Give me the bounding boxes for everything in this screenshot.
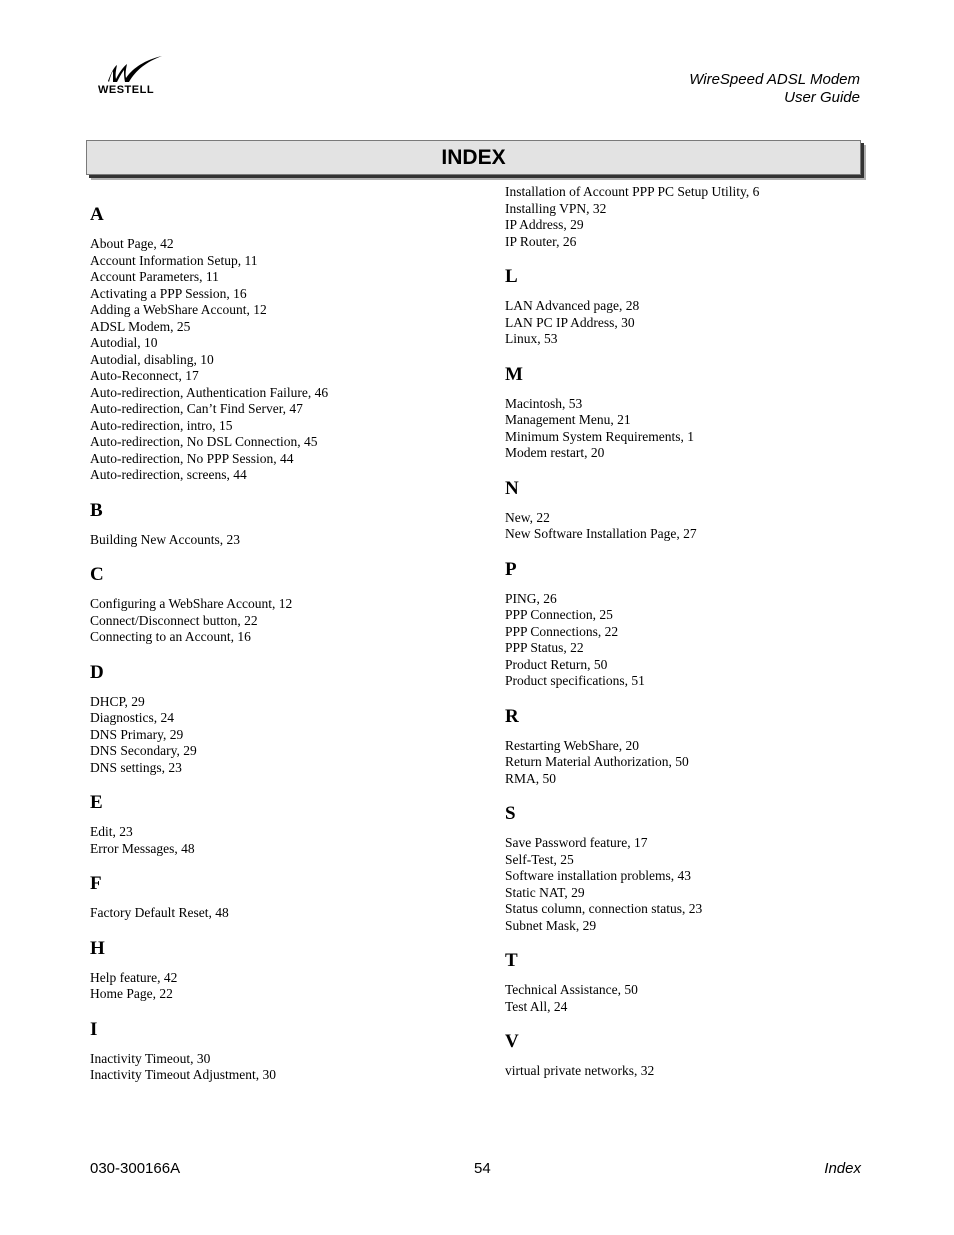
index-letter-heading: I [90,1018,98,1040]
index-entry-list [90,824,470,857]
index-entry-list [505,298,885,348]
index-entry: Macintosh, 53 [505,395,583,411]
index-entry: RMA, 50 [505,770,557,786]
index-entry: Software installation problems, 43 [505,868,691,883]
westell-logo [96,55,168,100]
page-number: 54 [474,1160,491,1177]
index-entry: Auto-redirection, Can’t Find Server, 47 [90,401,303,416]
index-entry: Inactivity Timeout Adjustment, 30 [90,1067,277,1082]
index-entry: Connect/Disconnect button, 22 [90,612,258,628]
index-entry: Restarting WebShare, 20 [505,737,640,753]
index-group-v [505,1029,885,1080]
index-entry: Modem restart, 20 [505,445,605,460]
index-entry: Minimum System Requirements, 1 [505,428,694,444]
index-entry: Configuring a WebShare Account, 12 [90,596,293,611]
index-entry: LAN Advanced page, 28 [505,298,640,313]
index-entry: Save Password feature, 17 [505,835,648,850]
index-entry: IP Router, 26 [505,233,577,249]
index-entry: Adding a WebShare Account, 12 [90,302,267,317]
index-letter-heading: R [505,705,519,727]
index-group-i [90,1017,470,1084]
index-entry: Auto-Reconnect, 17 [90,368,199,383]
index-entry: Connecting to an Account, 16 [90,629,251,644]
section-name: Index [824,1160,861,1177]
index-right-groups [505,264,885,1080]
product-name: WireSpeed ADSL Modem [689,71,860,88]
logo-wordmark: WESTELL [98,84,155,96]
index-entry: Installing VPN, 32 [505,200,607,216]
index-entry: Auto-redirection, screens, 44 [90,467,247,482]
index-entry-list [90,532,470,549]
index-group-r [505,704,885,788]
index-entry-list [505,396,885,462]
index-entry-list [505,591,885,690]
index-entry-list [505,738,885,788]
index-entry-list [90,694,470,777]
index-entry: ADSL Modem, 25 [90,318,191,334]
index-entry: Error Messages, 48 [90,840,195,856]
index-entry-list [505,835,885,934]
index-entry: IP Address, 29 [505,217,584,232]
index-entry: Test All, 24 [505,998,568,1014]
index-entry: PPP Status, 22 [505,640,584,655]
index-group-a [90,202,470,484]
index-letter-heading: F [90,873,102,894]
index-entry: PING, 26 [505,590,557,606]
index-entry-list [90,596,470,646]
index-letter-heading: M [505,363,523,385]
index-group-s [505,801,885,934]
index-entry: DNS Secondary, 29 [90,743,197,758]
index-group-c [90,562,470,646]
index-letter-heading: V [505,1031,519,1052]
index-entry: Management Menu, 21 [505,412,631,427]
index-entry: Installation of Account PPP PC Setup Utility, 6 [505,184,760,199]
index-entry-list [90,970,470,1003]
index-group-t [505,948,885,1015]
index-entry: DHCP, 29 [90,693,145,709]
index-entry: Technical Assistance, 50 [505,982,638,997]
index-entry: DNS Primary, 29 [90,726,184,742]
index-entry: Static NAT, 29 [505,884,585,900]
index-entry: Help feature, 42 [90,969,178,985]
index-left-column [90,202,470,1084]
index-entry: Autodial, 10 [90,335,158,350]
index-letter-heading: C [90,564,104,585]
index-group-p [505,557,885,690]
index-entry: Linux, 53 [505,331,558,346]
index-entry: LAN PC IP Address, 30 [505,314,635,330]
index-entry-list [505,982,885,1015]
index-entry: Return Material Authorization, 50 [505,754,689,769]
index-entry: Home Page, 22 [90,986,173,1001]
index-letter-heading: H [90,937,105,959]
index-letter-heading: B [90,499,103,521]
index-entry: Inactivity Timeout, 30 [90,1050,211,1066]
index-entry: Product Return, 50 [505,656,608,672]
westell-swoosh-icon [96,55,168,85]
index-entry-list [90,236,470,484]
index-entry: Status column, connection status, 23 [505,901,703,916]
index-group-h [90,936,470,1003]
index-entry: New Software Installation Page, 27 [505,526,697,541]
index-entry: Auto-redirection, No PPP Session, 44 [90,450,294,466]
index-entry: Building New Accounts, 23 [90,531,240,547]
index-letter-heading: N [505,477,519,499]
index-group-e [90,790,470,857]
index-letter-heading: E [90,792,103,813]
guide-name: User Guide [784,89,860,106]
index-group-m [505,362,885,462]
index-entry-list [90,1051,470,1084]
index-entry: Edit, 23 [90,824,133,839]
index-letter-heading: S [505,803,516,824]
index-entry-list [90,905,470,922]
index-entry: virtual private networks, 32 [505,1063,655,1078]
index-group-n [505,476,885,543]
index-entry: Subnet Mask, 29 [505,917,597,933]
index-entry: Self-Test, 25 [505,851,574,867]
document-number: 030-300166A [90,1160,181,1177]
index-group-l [505,264,885,348]
document-header [689,71,860,107]
index-letter-heading: L [505,266,518,287]
index-entry: About Page, 42 [90,236,174,251]
index-entry: Diagnostics, 24 [90,710,174,725]
index-title-banner [86,140,861,175]
index-entry: PPP Connection, 25 [505,607,613,622]
index-entry: Auto-redirection, Authentication Failure, 46 [90,384,329,400]
index-entry: Account Information Setup, 11 [90,252,258,268]
index-group-d [90,660,470,777]
index-group-f [90,871,470,922]
index-group-b [90,498,470,549]
index-entry: PPP Connections, 22 [505,623,619,639]
page-title: INDEX [441,145,506,169]
index-entry-list [505,510,885,543]
index-entry: Autodial, disabling, 10 [90,351,214,367]
index-entry: Auto-redirection, intro, 15 [90,417,233,433]
index-entry: Factory Default Reset, 48 [90,905,229,920]
index-letter-heading: D [90,661,104,683]
index-entry-list [505,1063,885,1080]
index-entry: Account Parameters, 11 [90,269,219,284]
index-entry: DNS settings, 23 [90,759,182,775]
index-letter-heading: T [505,950,518,971]
index-letter-heading: P [505,558,517,580]
index-letter-heading: A [90,204,104,225]
index-entry: New, 22 [505,509,550,525]
index-entry: Product specifications, 51 [505,673,645,688]
index-right-column [505,184,885,1080]
index-entry: Auto-redirection, No DSL Connection, 45 [90,434,318,449]
index-continued-entries [505,184,885,250]
page-footer [90,1160,861,1178]
index-entry: Activating a PPP Session, 16 [90,285,247,301]
